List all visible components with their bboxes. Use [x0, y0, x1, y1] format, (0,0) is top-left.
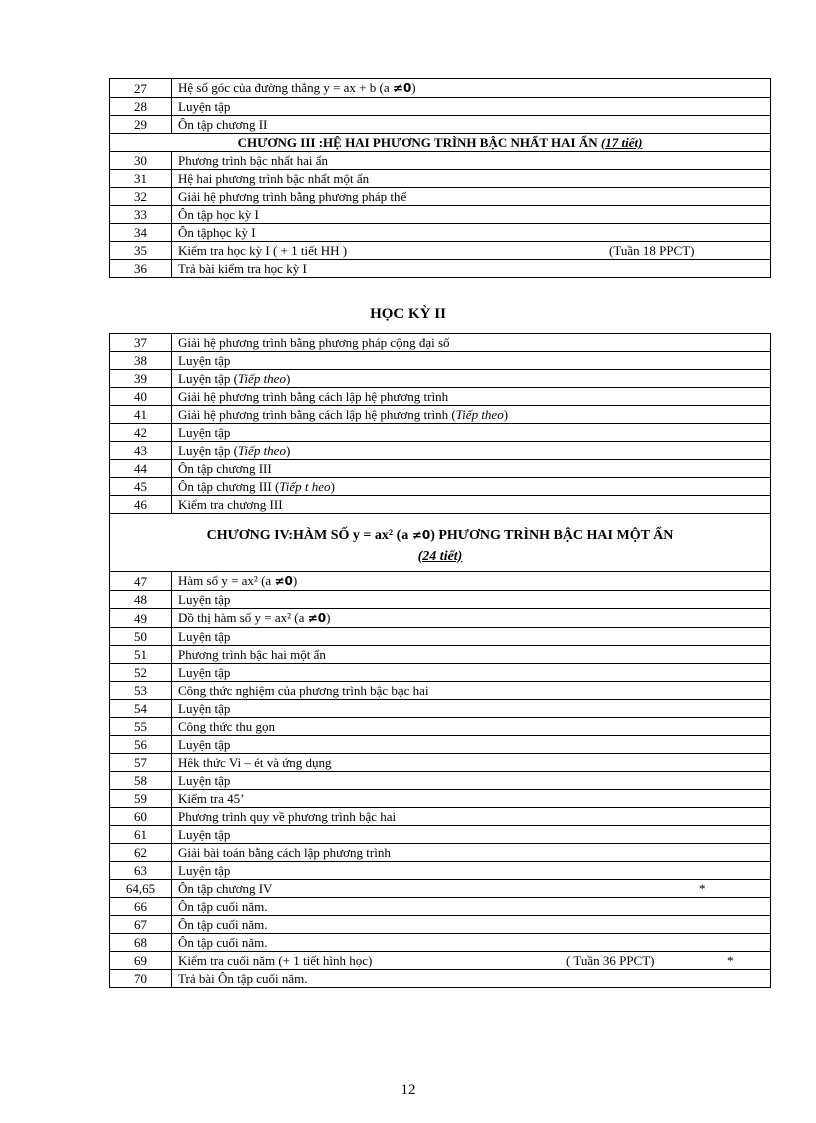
table-row — [110, 79, 771, 98]
table-row — [110, 224, 771, 242]
chapter-4-heading: CHƯƠNG IV:HÀM SỐ y = ax² (a ≠0) PHƯƠNG TRÌNH BẬC HAI MỘT ẨN (24 tiết) — [110, 514, 771, 572]
lesson-title: Luyện tập — [172, 98, 771, 116]
lesson-number: 40 — [110, 388, 172, 406]
lesson-title: Kiểm tra học kỳ I ( + 1 tiết HH ) (Tuần 18 PPCT) — [172, 242, 771, 260]
table-row — [110, 206, 771, 224]
lesson-title: Hàm số y = ax² (a ≠0) — [172, 572, 771, 591]
table-row — [110, 406, 771, 424]
table-row — [110, 736, 771, 754]
lesson-title: Luyện tập — [172, 700, 771, 718]
table-row — [110, 496, 771, 514]
lesson-title: Hệ hai phương trình bậc nhất một ẩn — [172, 170, 771, 188]
lesson-title: Luyện tập — [172, 772, 771, 790]
lesson-title: Công thức thu gọn — [172, 718, 771, 736]
lesson-title: Luyện tập — [172, 862, 771, 880]
page-number: 12 — [400, 1082, 416, 1098]
lesson-number: 52 — [110, 664, 172, 682]
lesson-number: 67 — [110, 916, 172, 934]
lesson-number: 56 — [110, 736, 172, 754]
lesson-number: 35 — [110, 242, 172, 260]
lesson-number: 31 — [110, 170, 172, 188]
lesson-number: 33 — [110, 206, 172, 224]
table-row — [110, 260, 771, 278]
lesson-title: Ôn tập chương II — [172, 116, 771, 134]
lesson-title: Luyện tập — [172, 591, 771, 609]
table-row — [110, 98, 771, 116]
lesson-number: 51 — [110, 646, 172, 664]
lesson-title: Kiểm tra cuối năm (+ 1 tiết hình học) ( Tuần 36 PPCT) * — [172, 952, 771, 970]
lesson-title: Ôn tập học kỳ I — [172, 206, 771, 224]
table-row — [110, 116, 771, 134]
semester-heading: HỌC KỲ II — [370, 306, 446, 322]
table-row — [110, 152, 771, 170]
schedule-table-semester-2 — [109, 333, 771, 988]
asterisk-mark: * — [727, 953, 734, 968]
lesson-title: Luyện tập — [172, 424, 771, 442]
lesson-number: 41 — [110, 406, 172, 424]
table-row — [110, 388, 771, 406]
lesson-title: Ôn tập cuối năm. — [172, 916, 771, 934]
table-row — [110, 880, 771, 898]
lesson-number: 62 — [110, 844, 172, 862]
lesson-number: 45 — [110, 478, 172, 496]
table-row — [110, 478, 771, 496]
lesson-title: Ôn tập cuối năm. — [172, 898, 771, 916]
week-note: (Tuần 18 PPCT) — [609, 243, 695, 258]
lesson-number: 59 — [110, 790, 172, 808]
lesson-title: Luyện tập — [172, 664, 771, 682]
lesson-title: Giải bài toán bằng cách lập phương trình — [172, 844, 771, 862]
lesson-title: Giải hệ phương trình bằng cách lập hệ phương trình (Tiếp theo) — [172, 406, 771, 424]
lesson-title: Kiểm tra chương III — [172, 496, 771, 514]
lesson-number: 39 — [110, 370, 172, 388]
table-row — [110, 460, 771, 478]
table-row — [110, 609, 771, 628]
lesson-number: 32 — [110, 188, 172, 206]
lesson-number: 46 — [110, 496, 172, 514]
table-row — [110, 334, 771, 352]
lesson-title: Luyện tập — [172, 736, 771, 754]
lesson-title: Trả bài Ôn tập cuối năm. — [172, 970, 771, 988]
lesson-number: 42 — [110, 424, 172, 442]
table-row — [110, 682, 771, 700]
lesson-title: Công thức nghiệm của phương trình bậc bạc hai — [172, 682, 771, 700]
lesson-title: Phương trình bậc nhất hai ẩn — [172, 152, 771, 170]
lesson-number: 60 — [110, 808, 172, 826]
table-row — [110, 844, 771, 862]
lesson-number: 63 — [110, 862, 172, 880]
table-row — [110, 862, 771, 880]
lesson-title: Ôn tập cuối năm. — [172, 934, 771, 952]
not-equal-symbol: ≠ — [392, 81, 403, 95]
table-row — [110, 242, 771, 260]
lesson-title: Ôn tập chương III — [172, 460, 771, 478]
lesson-number: 69 — [110, 952, 172, 970]
lesson-number: 28 — [110, 98, 172, 116]
lesson-title: Luyện tập (Tiếp theo) — [172, 442, 771, 460]
table-row — [110, 442, 771, 460]
lesson-number: 48 — [110, 591, 172, 609]
lesson-number: 38 — [110, 352, 172, 370]
lesson-number: 49 — [110, 609, 172, 628]
lesson-title: Dồ thị hàm số y = ax² (a ≠0) — [172, 609, 771, 628]
lesson-number: 44 — [110, 460, 172, 478]
lesson-number: 47 — [110, 572, 172, 591]
schedule-table-semester-1 — [109, 78, 771, 278]
lesson-number: 66 — [110, 898, 172, 916]
table-row — [110, 700, 771, 718]
lesson-title: Luyện tập — [172, 826, 771, 844]
chapter-heading-row — [110, 514, 771, 572]
table-row — [110, 664, 771, 682]
lesson-title: Ôn tập chương III (Tiếp t heo) — [172, 478, 771, 496]
lesson-title: Luyện tập — [172, 352, 771, 370]
lesson-title: Trả bài kiểm tra học kỳ I — [172, 260, 771, 278]
lesson-title: Ôn tậphọc kỳ I — [172, 224, 771, 242]
lesson-title: Hêk thức Vi – ét và ứng dụng — [172, 754, 771, 772]
lesson-number: 34 — [110, 224, 172, 242]
table-row — [110, 934, 771, 952]
lesson-title: Kiểm tra 45’ — [172, 790, 771, 808]
chapter-heading-row — [110, 134, 771, 152]
lesson-number: 55 — [110, 718, 172, 736]
table-row — [110, 424, 771, 442]
lesson-title: Luyện tập (Tiếp theo) — [172, 370, 771, 388]
table-row — [110, 790, 771, 808]
lesson-number: 53 — [110, 682, 172, 700]
lesson-number: 61 — [110, 826, 172, 844]
lesson-title: Phương trình bậc hai một ẩn — [172, 646, 771, 664]
lesson-number: 29 — [110, 116, 172, 134]
lesson-title: Hệ số góc của đường thẳng y = ax + b (a ≠0) — [172, 79, 771, 98]
table-row — [110, 170, 771, 188]
lesson-number: 27 — [110, 79, 172, 98]
table-row — [110, 352, 771, 370]
asterisk-mark: * — [699, 881, 706, 896]
table-row — [110, 826, 771, 844]
week-note: ( Tuần 36 PPCT) — [566, 953, 655, 968]
table-row — [110, 188, 771, 206]
table-row — [110, 970, 771, 988]
lesson-number: 70 — [110, 970, 172, 988]
lesson-number: 50 — [110, 628, 172, 646]
lesson-number: 68 — [110, 934, 172, 952]
lesson-number: 64,65 — [110, 880, 172, 898]
lesson-number: 36 — [110, 260, 172, 278]
lesson-title: Phương trình quy về phương trình bậc hai — [172, 808, 771, 826]
table-row — [110, 628, 771, 646]
lesson-title: Giải hệ phương trình bằng phương pháp thế — [172, 188, 771, 206]
lesson-title: Ôn tập chương IV * — [172, 880, 771, 898]
table-row — [110, 572, 771, 591]
chapter-3-heading: CHƯƠNG III :HỆ HAI PHƯƠNG TRÌNH BẬC NHẤT HAI ẨN (17 tiết) — [110, 134, 771, 152]
lesson-number: 58 — [110, 772, 172, 790]
table-row — [110, 718, 771, 736]
lesson-number: 43 — [110, 442, 172, 460]
lesson-title: Giải hệ phương trình bằng phương pháp cộng đại số — [172, 334, 771, 352]
table-row — [110, 646, 771, 664]
table-row — [110, 772, 771, 790]
table-row — [110, 591, 771, 609]
lesson-number: 57 — [110, 754, 172, 772]
lesson-title: Giải hệ phương trình bằng cách lập hệ phương trình — [172, 388, 771, 406]
lesson-number: 37 — [110, 334, 172, 352]
table-row — [110, 898, 771, 916]
table-row — [110, 754, 771, 772]
table-row — [110, 808, 771, 826]
lesson-number: 54 — [110, 700, 172, 718]
table-row — [110, 370, 771, 388]
lesson-title: Luyện tập — [172, 628, 771, 646]
lesson-number: 30 — [110, 152, 172, 170]
table-row — [110, 952, 771, 970]
table-row — [110, 916, 771, 934]
